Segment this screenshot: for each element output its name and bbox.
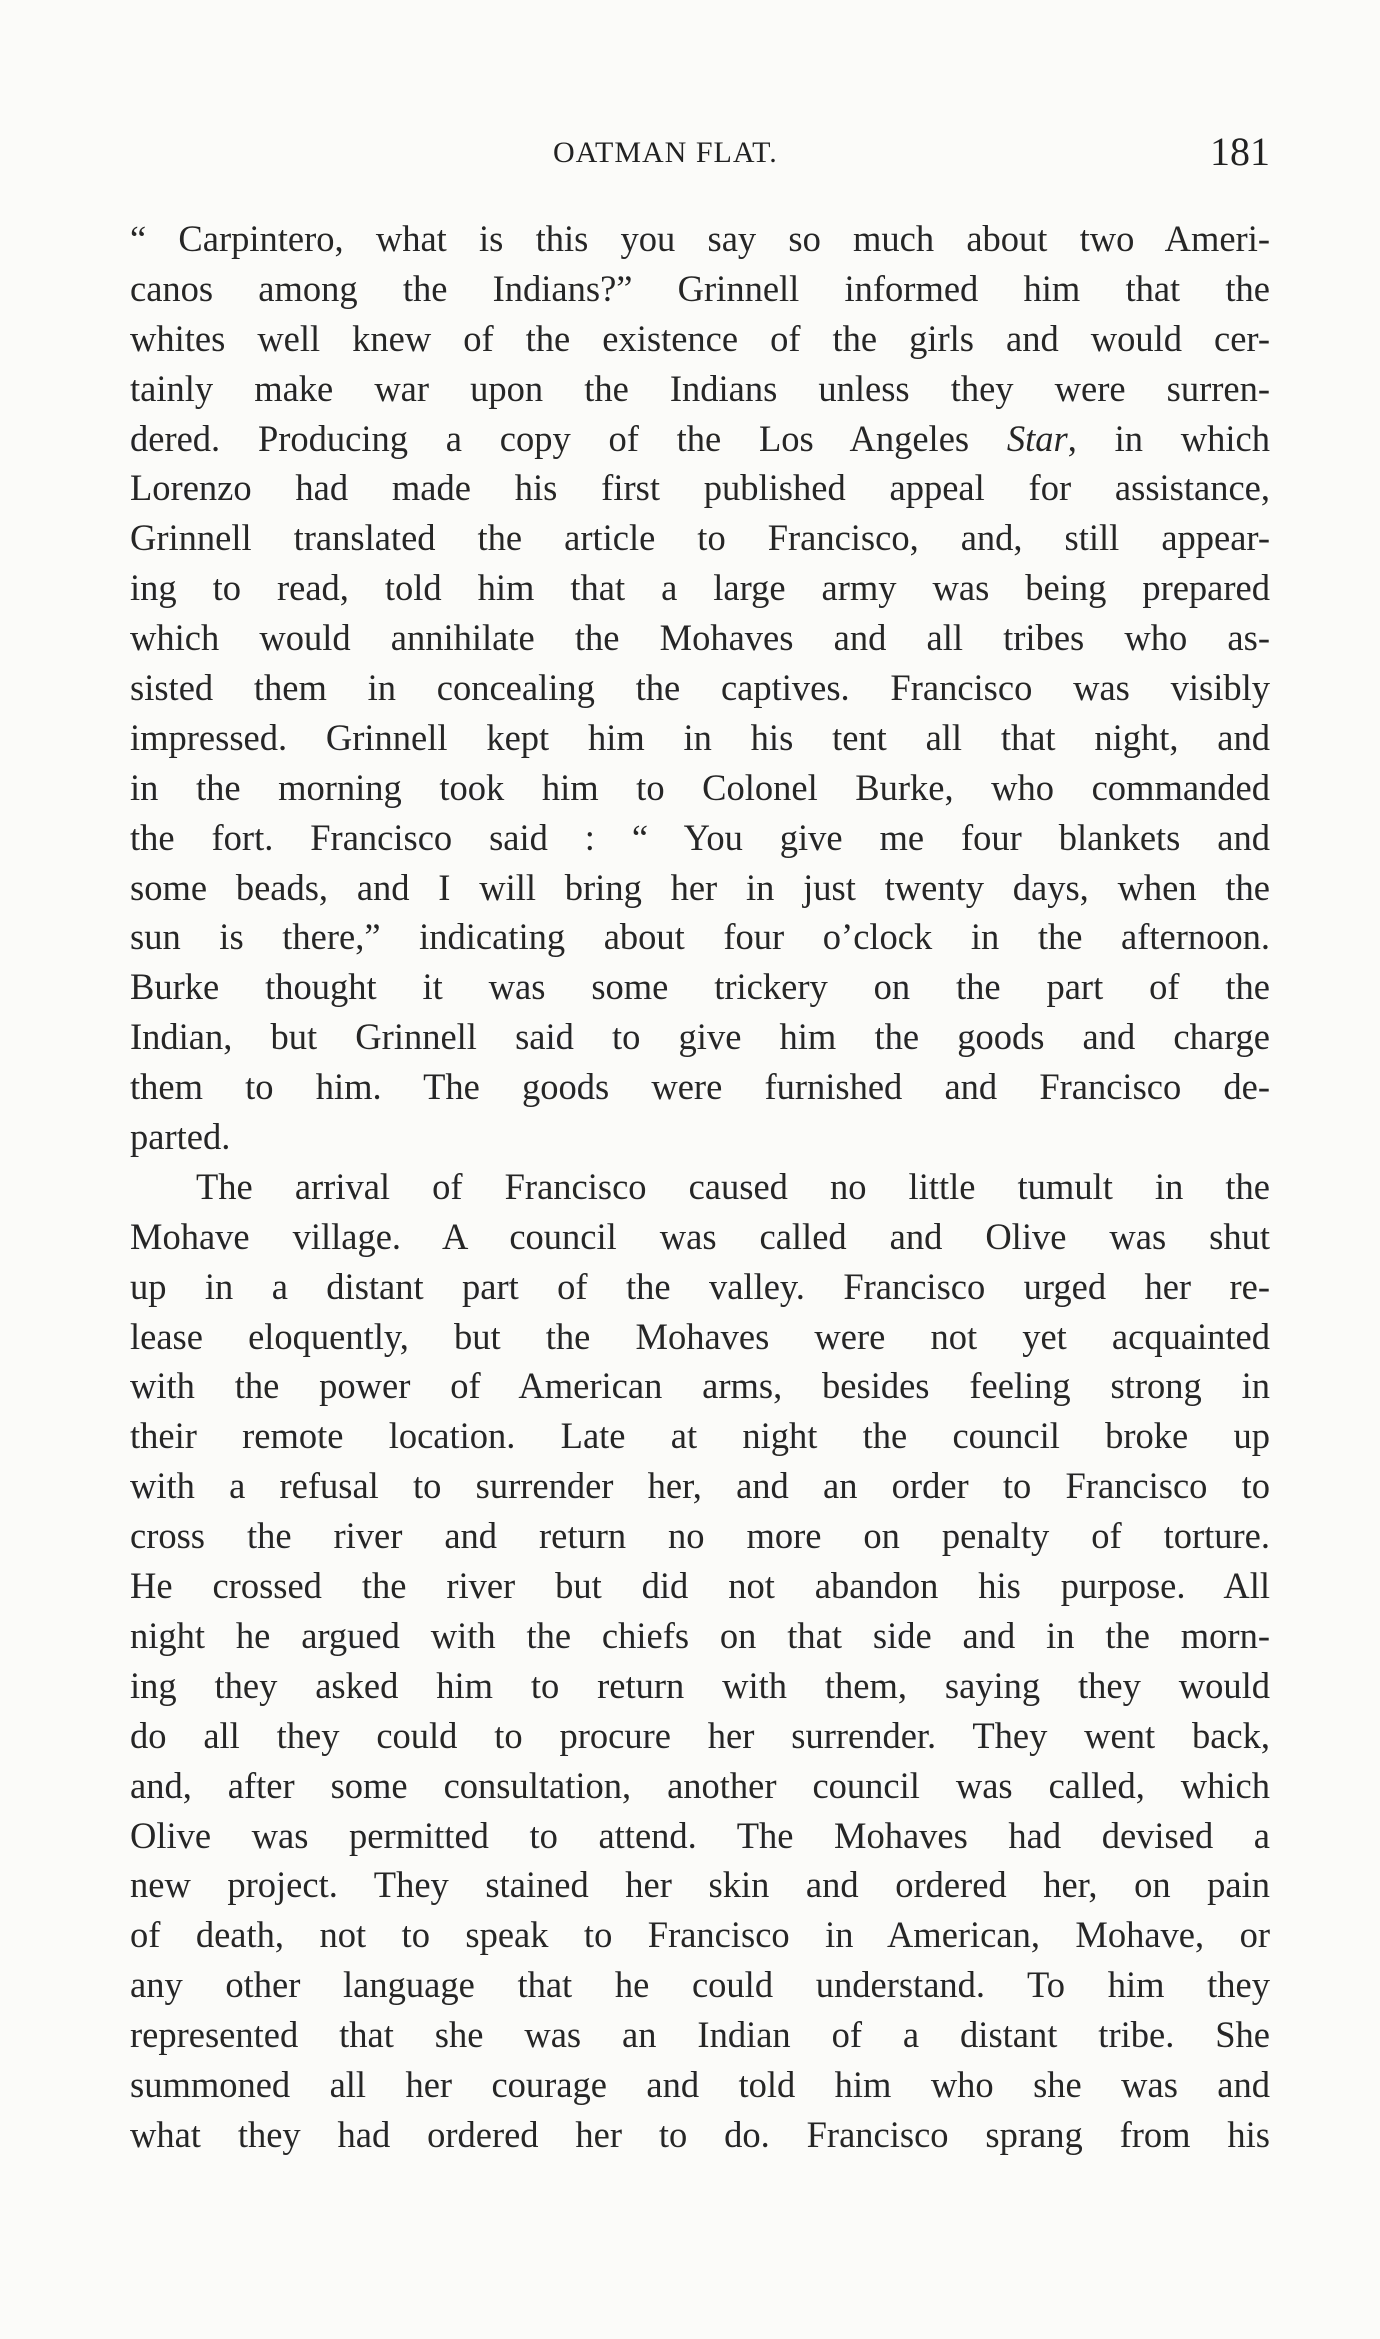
text-line: sun is there,” indicating about four o’clock in the afternoon. (130, 916, 1270, 958)
paragraph-start-line: The arrival of Francisco caused no little tumult in the (196, 1165, 1270, 1207)
text-line: Mohave village. A council was called and Olive was shut (130, 1215, 1270, 1257)
text-line: in the morning took him to Colonel Burke, who commanded (130, 766, 1270, 808)
text-line: He crossed the river but did not abandon his purpose. All (130, 1565, 1270, 1607)
text-line: ing they asked him to return with them, saying they would (130, 1664, 1270, 1706)
text-line: the fort. Francisco said : “ You give me four blankets and (130, 816, 1270, 858)
body-text (130, 214, 1270, 2160)
text-line: and, after some consultation, another council was called, which (130, 1764, 1270, 1806)
text-line: tainly make war upon the Indians unless they were surren- (130, 367, 1270, 409)
text-line: sisted them in concealing the captives. Francisco was visibly (130, 667, 1270, 709)
text-line: of death, not to speak to Francisco in American, Mohave, or (130, 1914, 1270, 1956)
text-line: parted. (130, 1116, 231, 1158)
text-line: impressed. Grinnell kept him in his tent all that night, and (130, 716, 1270, 758)
text-line: with the power of American arms, besides feeling strong in (130, 1365, 1270, 1407)
text-line: canos among the Indians?” Grinnell informed him that the (130, 267, 1270, 309)
text-line: Olive was permitted to attend. The Mohaves had devised a (130, 1814, 1270, 1856)
text-line: any other language that he could understand. To him they (130, 1964, 1270, 2006)
text-line: them to him. The goods were furnished and Francisco de- (130, 1066, 1270, 1108)
text-line: do all they could to procure her surrender. They went back, (130, 1714, 1270, 1756)
text-line: night he argued with the chiefs on that side and in the morn- (130, 1614, 1270, 1656)
text-line: ing to read, told him that a large army was being prepared (130, 567, 1270, 609)
text-line: up in a distant part of the valley. Francisco urged her re- (130, 1265, 1270, 1307)
text-line: what they had ordered her to do. Francisco sprang from his (130, 2113, 1270, 2155)
text-line: with a refusal to surrender her, and an order to Francisco to (130, 1465, 1270, 1507)
text-line: their remote location. Late at night the council broke up (130, 1415, 1270, 1457)
text-line: Grinnell translated the article to Francisco, and, still appear- (130, 517, 1270, 559)
running-title: OATMAN FLAT. (553, 136, 778, 169)
text-line: represented that she was an Indian of a distant tribe. She (130, 2014, 1270, 2056)
text-line: some beads, and I will bring her in just twenty days, when the (130, 866, 1270, 908)
text-line (130, 414, 1270, 464)
text-line: summoned all her courage and told him who she was and (130, 2063, 1270, 2105)
text-line: cross the river and return no more on penalty of torture. (130, 1515, 1270, 1557)
text-span: dered. Producing a copy of the Los Angeles (130, 417, 1007, 459)
text-line: Burke thought it was some trickery on the part of the (130, 966, 1270, 1008)
text-line: whites well knew of the existence of the girls and would cer- (130, 317, 1270, 359)
text-span: , in which (1067, 417, 1271, 459)
text-line: lease eloquently, but the Mohaves were not yet acquainted (130, 1315, 1270, 1357)
text-line: Lorenzo had made his first published appeal for assistance, (130, 467, 1270, 509)
text-line: Indian, but Grinnell said to give him the goods and charge (130, 1016, 1270, 1058)
newspaper-title: Star (1006, 417, 1068, 459)
text-line: “ Carpintero, what is this you say so much about two Ameri- (130, 218, 1270, 259)
text-line: new project. They stained her skin and ordered her, on pain (130, 1864, 1270, 1906)
page-number: 181 (1210, 129, 1270, 174)
running-head (0, 128, 1380, 188)
text-line: which would annihilate the Mohaves and all tribes who as- (130, 617, 1270, 659)
